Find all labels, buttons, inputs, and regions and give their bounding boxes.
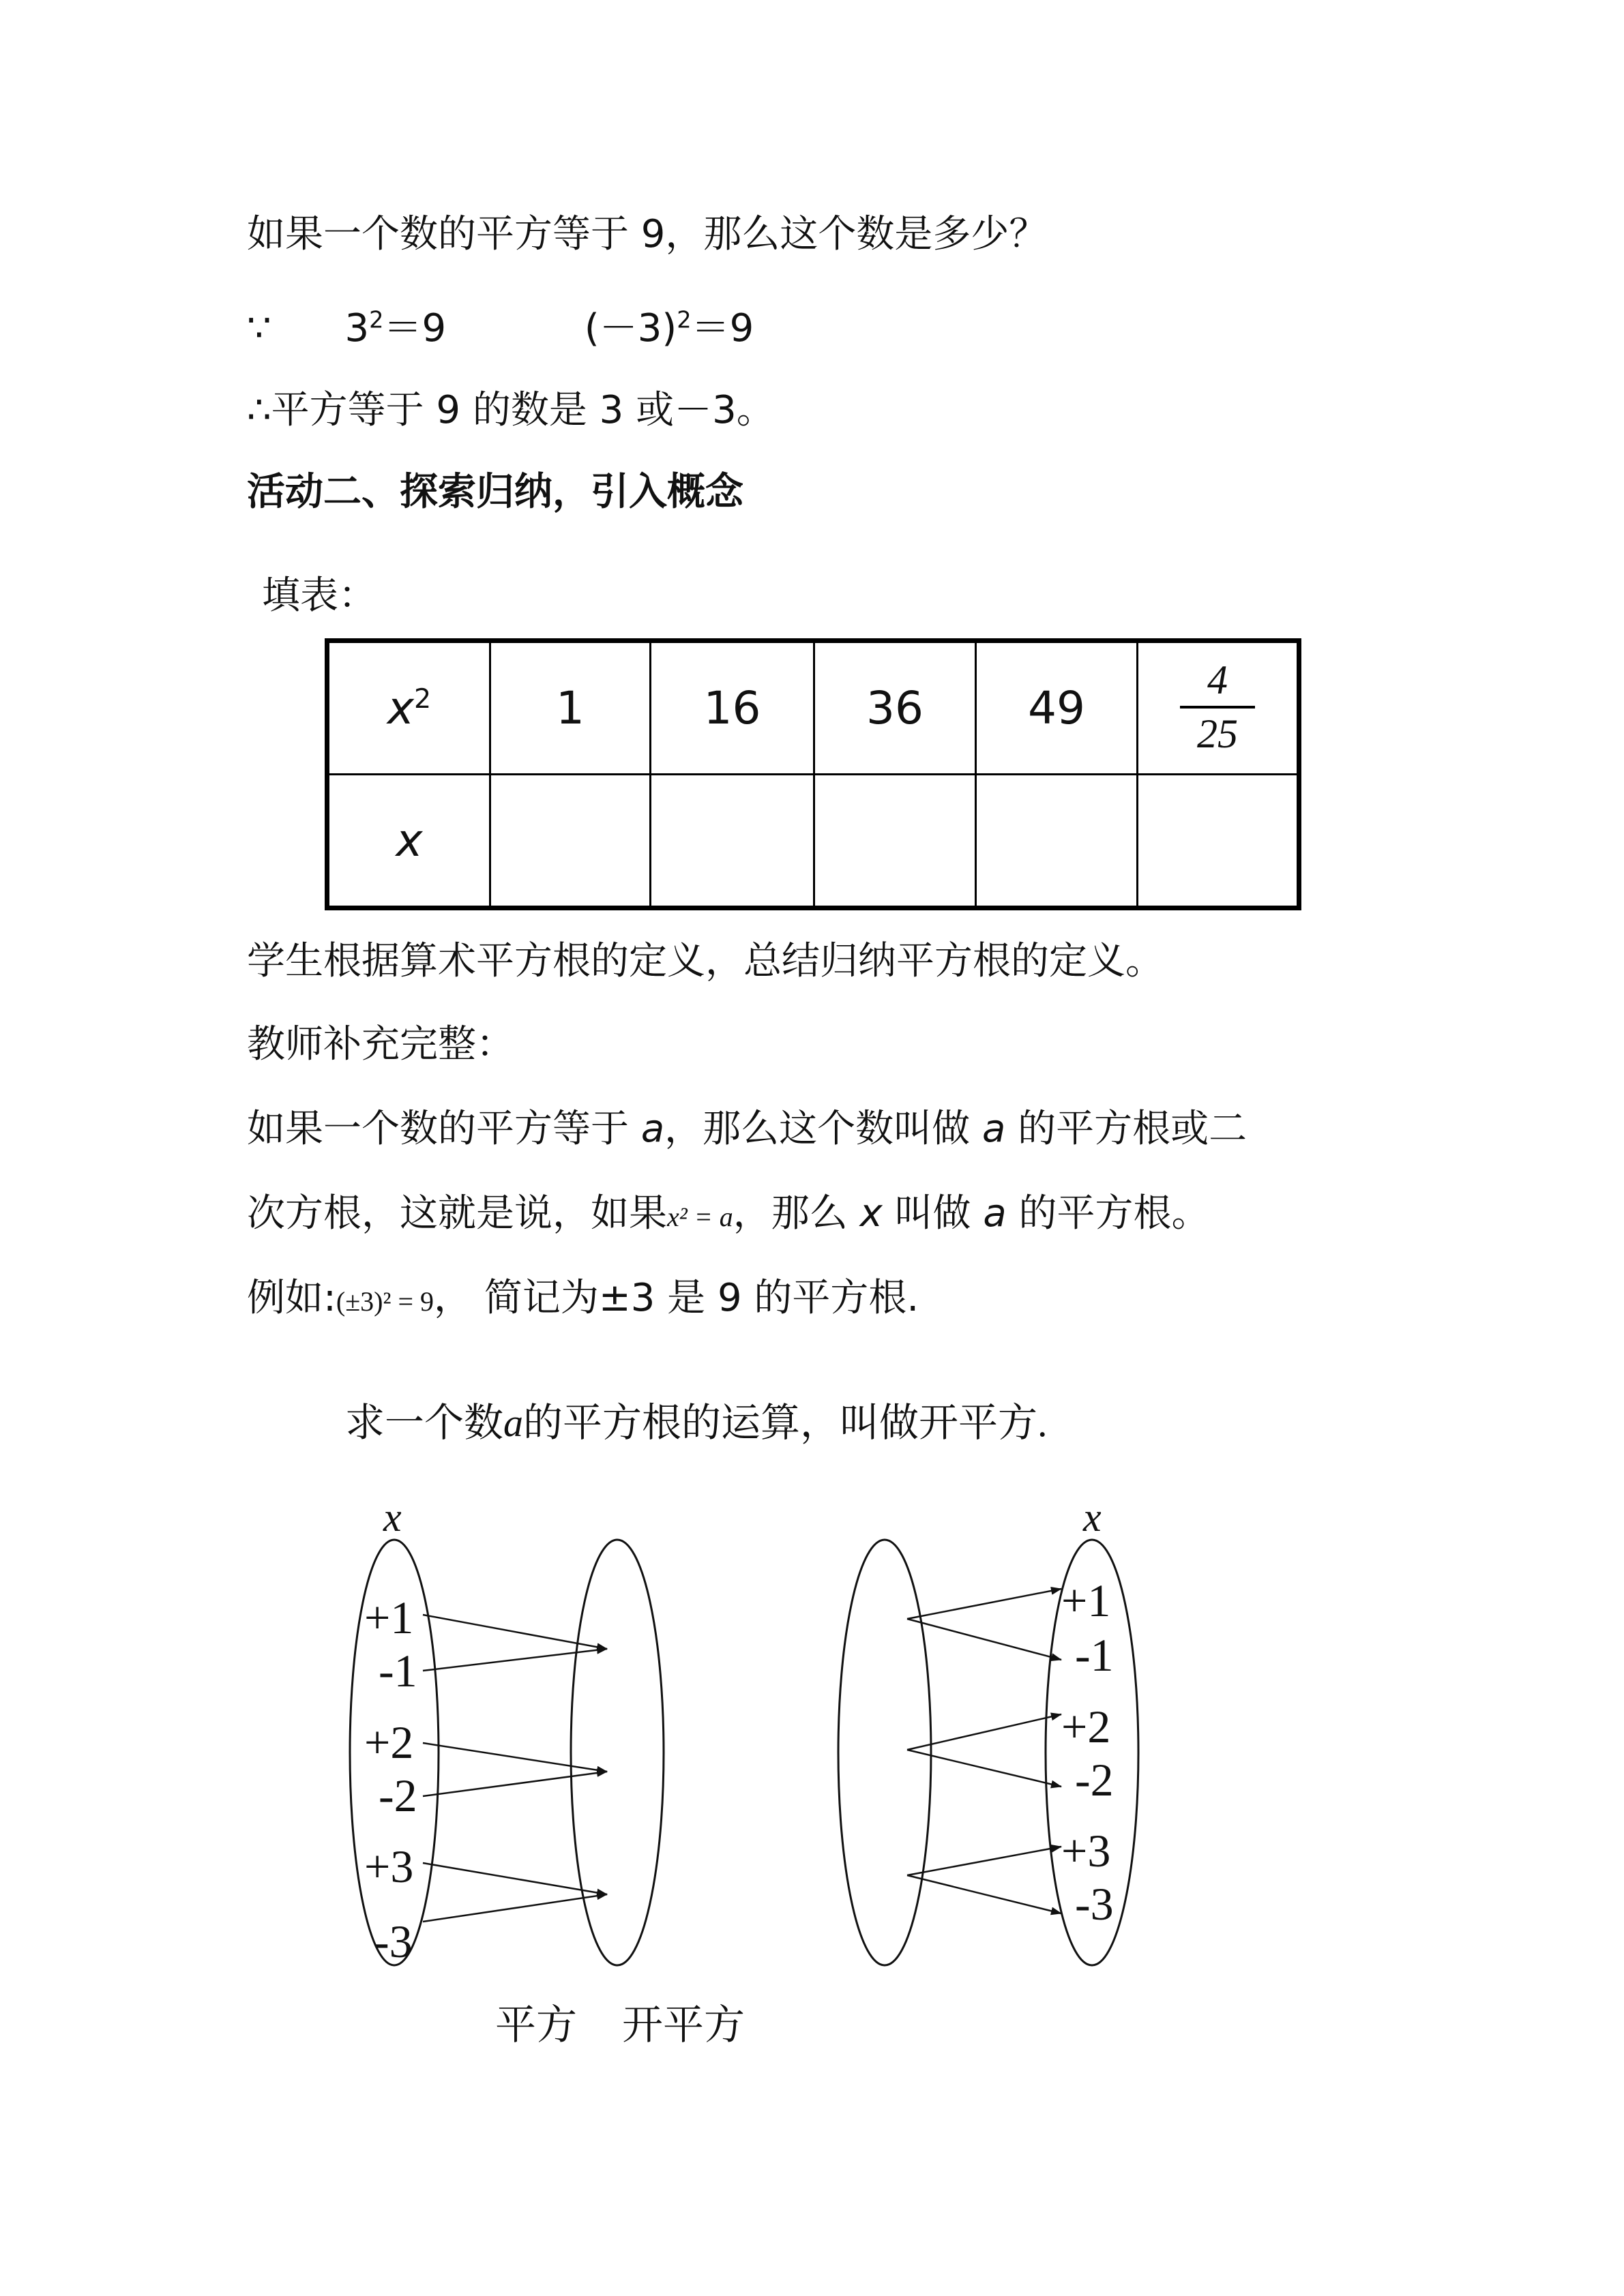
def-text: 次方根，这就是说，如果 — [247, 1191, 667, 1236]
def-text: 的平方根或二 — [1005, 1107, 1247, 1151]
definition-line-2: 教师补充完整： — [247, 1022, 514, 1067]
var-a: a — [983, 1191, 1007, 1236]
header-exponent: 2 — [413, 683, 432, 715]
right-value: -1 — [1075, 1629, 1114, 1681]
right-value: +2 — [1061, 1701, 1111, 1753]
var-a: a — [503, 1401, 524, 1445]
right-value: +3 — [1061, 1825, 1111, 1877]
equation-1-rest: ＝9 — [383, 306, 447, 351]
conclusion-text: ∴平方等于 9 的数是 3 或－3。 — [247, 388, 775, 432]
equation-2-base: (－3) — [584, 306, 677, 351]
table-cell: 1 — [490, 641, 651, 775]
def-text: ，那么这个数叫做 — [664, 1107, 982, 1151]
fill-table-label: 填表： — [262, 573, 377, 618]
table-cell: 49 — [976, 641, 1138, 775]
equation-2-exponent: 2 — [677, 306, 692, 333]
left-value: -2 — [379, 1770, 417, 1821]
square-arrow — [423, 1649, 607, 1671]
sqrt-arrow — [907, 1875, 1061, 1913]
caption-square: 平方 — [495, 2003, 577, 2048]
def-text: 如果一个数的平方等于 — [247, 1107, 641, 1151]
equation-1-base: 3 — [344, 306, 370, 351]
because-symbol: ∵ — [247, 306, 271, 351]
table-cell: 16 — [651, 641, 814, 775]
definition-line-1: 学生根据算术平方根的定义，总结归纳平方根的定义。 — [247, 939, 1164, 983]
left-codomain-ellipse — [571, 1540, 664, 1965]
right-value: -3 — [1075, 1878, 1114, 1930]
var-a: a — [640, 1107, 665, 1151]
example-text: ， 简记为±3 是 9 的平方根. — [434, 1276, 919, 1320]
left-value: +3 — [364, 1840, 414, 1892]
formula-x-squared-equals-a: x² = a — [667, 1202, 733, 1232]
left-value: +2 — [364, 1716, 414, 1768]
square-arrow — [423, 1743, 607, 1772]
op-text: 求一个数 — [345, 1401, 504, 1445]
caption-sqrt: 开平方 — [622, 2003, 745, 2048]
def-text: ，那么 — [733, 1191, 860, 1236]
def-text: 叫做 — [882, 1191, 984, 1236]
table-header-x: x — [327, 775, 490, 908]
equation-1-exponent: 2 — [369, 306, 384, 333]
question-text: 如果一个数的平方等于 9，那么这个数是多少？ — [247, 212, 1048, 256]
left-value: +1 — [364, 1592, 414, 1643]
square-arrow — [423, 1772, 607, 1796]
square-arrow — [423, 1894, 607, 1922]
right-value: +1 — [1061, 1575, 1111, 1626]
left-var-x: x — [383, 1495, 402, 1540]
fraction-denominator: 25 — [1197, 711, 1238, 756]
right-var-x: x — [1083, 1495, 1102, 1540]
fraction-numerator: 4 — [1207, 657, 1228, 702]
def-text: 的平方根。 — [1006, 1191, 1210, 1236]
left-value: -1 — [379, 1645, 417, 1697]
activity-heading: 活动二、探索归纳，引入概念 — [247, 470, 743, 514]
header-x: x — [387, 682, 414, 734]
sqrt-arrow — [907, 1619, 1061, 1660]
var-x: x — [859, 1191, 883, 1236]
equation-2-rest: ＝9 — [691, 306, 754, 351]
formula-plus-minus-3-squared: (±3)² = 9 — [336, 1286, 434, 1317]
sqrt-arrow — [907, 1589, 1061, 1619]
var-a: a — [981, 1107, 1006, 1151]
right-value: -2 — [1075, 1754, 1114, 1806]
op-text: 的平方根的运算，叫做开平方. — [523, 1401, 1048, 1445]
sqrt-arrow — [907, 1847, 1061, 1875]
example-label: 例如: — [247, 1276, 336, 1320]
left-value: -3 — [374, 1915, 413, 1967]
table-cell: 36 — [814, 641, 976, 775]
